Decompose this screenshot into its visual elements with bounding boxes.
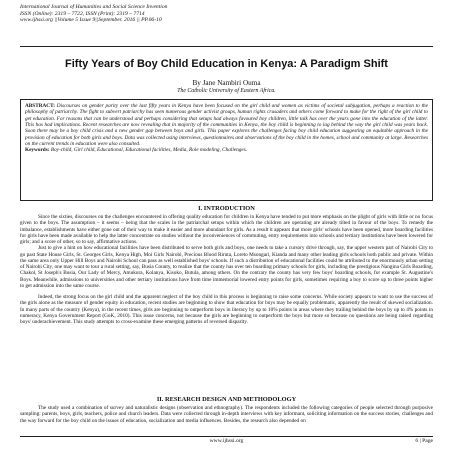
methodology-paragraph: The study used a combination of survey and naturalistic designs (observation and ethnography). The respondents included the following categories of people selected through purposive sampling: parents, boys, girls, teachers, police and church leaders. Data were collected through in-depth interviews with key informant, soliciting information on the success stories, challenges and the way forward for the boy child on the issues of education, socialization and media influences. Besides, the research also depended on [20, 405, 433, 424]
introduction-paragraph: Indeed, the strong focus on the girl child and the apparent neglect of the boy child in this process is beginning to raise some concerns. While society appears to want to use the success of the girls alone as the measure of gender equity in education, recent studies are beginning to show that education for boys may be equally problematic, apparently the result of skewed socialization. In many parts of the country (Kenya), in the recent times, girls are beginning to outperform boys in literacy by up to 10% points in areas where they trailing behind the boys by up to 4% points in numeracy, Kenya Government Report (GoK, 2010). This issue concerns, not because the girls are beginning to outperform the boys but more so because no questions are being raised regarding boys' underachievement. This study attempts to cross-examine these emerging patterns of reversed disparity. [20, 294, 433, 325]
footer-url: www.ijhssi.org [209, 438, 244, 444]
keywords-text: Boy-child, Girl child, Educational, Educational facilities, Media, Role modeling, Challenges. [49, 147, 248, 154]
page-number: 6 | Page [415, 438, 433, 444]
paper-title: Fifty Years of Boy Child Education in Kenya: A Paradigm Shift [65, 58, 388, 70]
journal-issn: ISSN (Online): 2319 – 7722, ISSN (Print): 2319 – 7714 [20, 10, 145, 17]
journal-issue: www.ijhssi.org ||Volume 5 Issue 9||September. 2016 || PP.06-10 [20, 17, 162, 24]
keywords-label: Keywords: [25, 147, 50, 154]
header-divider [20, 46, 433, 47]
introduction-paragraph: Just to give a hint on how educational facilities have been distributed to serve both girls and boys, one needs to take a cursory drive through, say, the upper western part of Nairobi City to go past State House Girls, St. Georges Girls, Kenya High, Moi Girls Nairobi, Precious Blood Riruta, Loreto Msongari, Kianda and many other leading girls schools both public and private. Within the same area only Upper Hill Boys and Nairobi School can pass as well established boys' schools. If such a distribution of educational facilities could be attributed to the enormously urban setting of Nairobi City, one may want to tour a rural setting, say, Busia County, to realize that the county has over ten boarding primary schools for girls, including the prestigious Nangina Girls Boarding, Chakol, St Joseph's Busia, Our Lady of Mercy, Amukura, Kolanya, Kisoko, Butula, among others. On the contrary the county has very few boys' boarding schools, for example St. Augustine's Boys. Meanwhile, admissions to universities and other tertiary institutions have from time immemorial lowered entry points for girls, sometimes requiring a boy to score up to three points higher to get admission into the same course. [20, 245, 433, 289]
abstract-label: ABSTRACT: [25, 103, 55, 109]
footer-divider [20, 436, 433, 437]
methodology-body [20, 405, 433, 433]
introduction-heading: I. INTRODUCTION [198, 205, 255, 212]
introduction-paragraph: Since the sixties, discourses on the challenges encountered in offering quality education for children in Kenya have tended to put more emphasis on the plight of girls with little or no focus given to the boys. The assumption – it seems – being that the scales in the patriarchal setups within which the children are operating are already tilted in favour of the boys. To remedy the imbalance, establishments have either gone out of their way to make it easier and more abundant for girls. As a result it appears that more girls' schools have been opened, more boarding facilities for girls have been made available to help the latter concentrate on studies without the inconveniences of commuting, entry requirements into schools and tertiary institutions have been lowered for girls; and a score of other, so to say, affirmative actions. [20, 214, 433, 245]
abstract-box [20, 99, 433, 201]
methodology-heading: II. RESEARCH DESIGN AND METHODOLOGY [156, 396, 297, 403]
paper-author: By Jane Nambiri Ouma [192, 79, 261, 87]
journal-header [20, 4, 440, 24]
journal-name: International Journal of Humanities and Social Science Invention [20, 4, 168, 10]
author-affiliation: The Catholic University of Eastern Africa. [177, 88, 276, 94]
introduction-body [20, 214, 433, 388]
abstract-text: Discourses on gender parity over the last fifty years in Kenya have been focused on the girl child and women as victims of societal subjugation, perhaps a reaction to the philosophy of patriarchy. The fight to subvert patriarchy has seen numerous gender activist groups, human rights crusaders and others come forward to make for the right of the girl child to get education. For reasons that can be understood and perhaps considering that setups had always favoured boy children, little talk has over the years gone into the education of the latter. This has had implications. Recent researches are now revealing that in majority of the communities in Kenya, the boy child is beginning to lag behind the way the girl child was years back. Soon there may be a boy child crisis and a new gender gap between boys and girls. This paper explores the challenges facing boy child education suggesting an equitable approach in the provision of education for both girls and boys. Data was collected using interviews, questionnaires and observations of the boy child in the homes, school and community at large. Researches on the current trends in education were also consulted. [25, 103, 428, 148]
